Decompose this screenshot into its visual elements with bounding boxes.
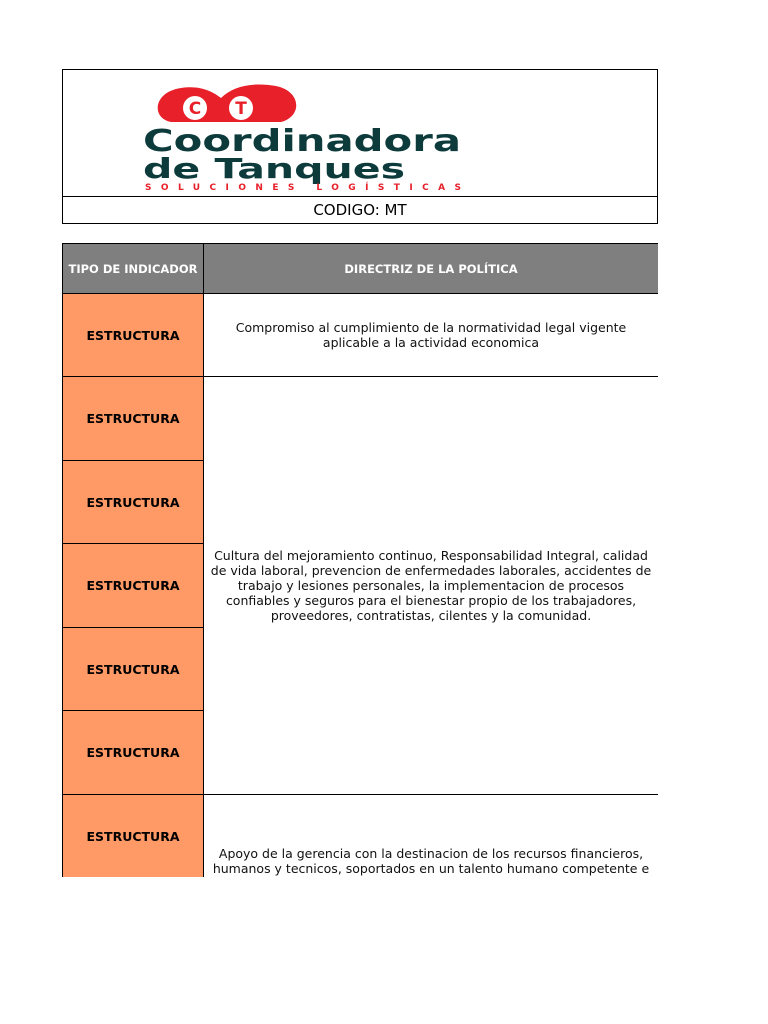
tipo-cell: ESTRUCTURA [63, 377, 204, 461]
directriz-cell: Cultura del mejoramiento continuo, Responsabilidad Integral, calidad de vida laboral, prevencion de enfermedades laborales, accidentes de trabajo y lesiones personales, la implementacion de procesos confiables y seguros para el bienestar propio de los trabajadores, proveedores, contratistas, cilentes y la comunidad. [204, 377, 659, 795]
logo-title-line2: de Tanques [143, 152, 405, 185]
tipo-cell: ESTRUCTURA [63, 795, 204, 878]
tipo-cell: ESTRUCTURA [63, 544, 204, 628]
column-header-tipo: TIPO DE INDICADOR [63, 244, 204, 294]
logo-area [63, 70, 657, 197]
table-row [63, 377, 659, 461]
document-header [62, 69, 658, 224]
tipo-cell: ESTRUCTURA [63, 294, 204, 377]
tipo-cell: ESTRUCTURA [63, 711, 204, 795]
policy-table [62, 243, 658, 877]
directriz-cell: Compromiso al cumplimiento de la normatividad legal vigente aplicable a la actividad economica [204, 294, 659, 377]
logo-title-line1: Coordinadora [143, 124, 461, 159]
logo-heart-shape [158, 85, 297, 123]
table-row [63, 795, 659, 878]
company-logo [141, 78, 471, 190]
table-header-row [63, 244, 659, 294]
logo-tagline: SOLUCIONES LOGÍSTICAS [145, 183, 461, 190]
column-header-directriz: DIRECTRIZ DE LA POLÍTICA [204, 244, 659, 294]
logo-badge-left-text: C [188, 99, 202, 119]
directriz-cell: Apoyo de la gerencia con la destinacion de los recursos financieros, humanos y tecnicos, soportados en un talento humano competente e [204, 795, 659, 878]
tipo-cell: ESTRUCTURA [63, 628, 204, 711]
policy-table-container [62, 243, 658, 877]
logo-badge-right-text: T [235, 99, 247, 119]
tipo-cell: ESTRUCTURA [63, 461, 204, 544]
table-row [63, 294, 659, 377]
document-code: CODIGO: MT [313, 201, 407, 219]
